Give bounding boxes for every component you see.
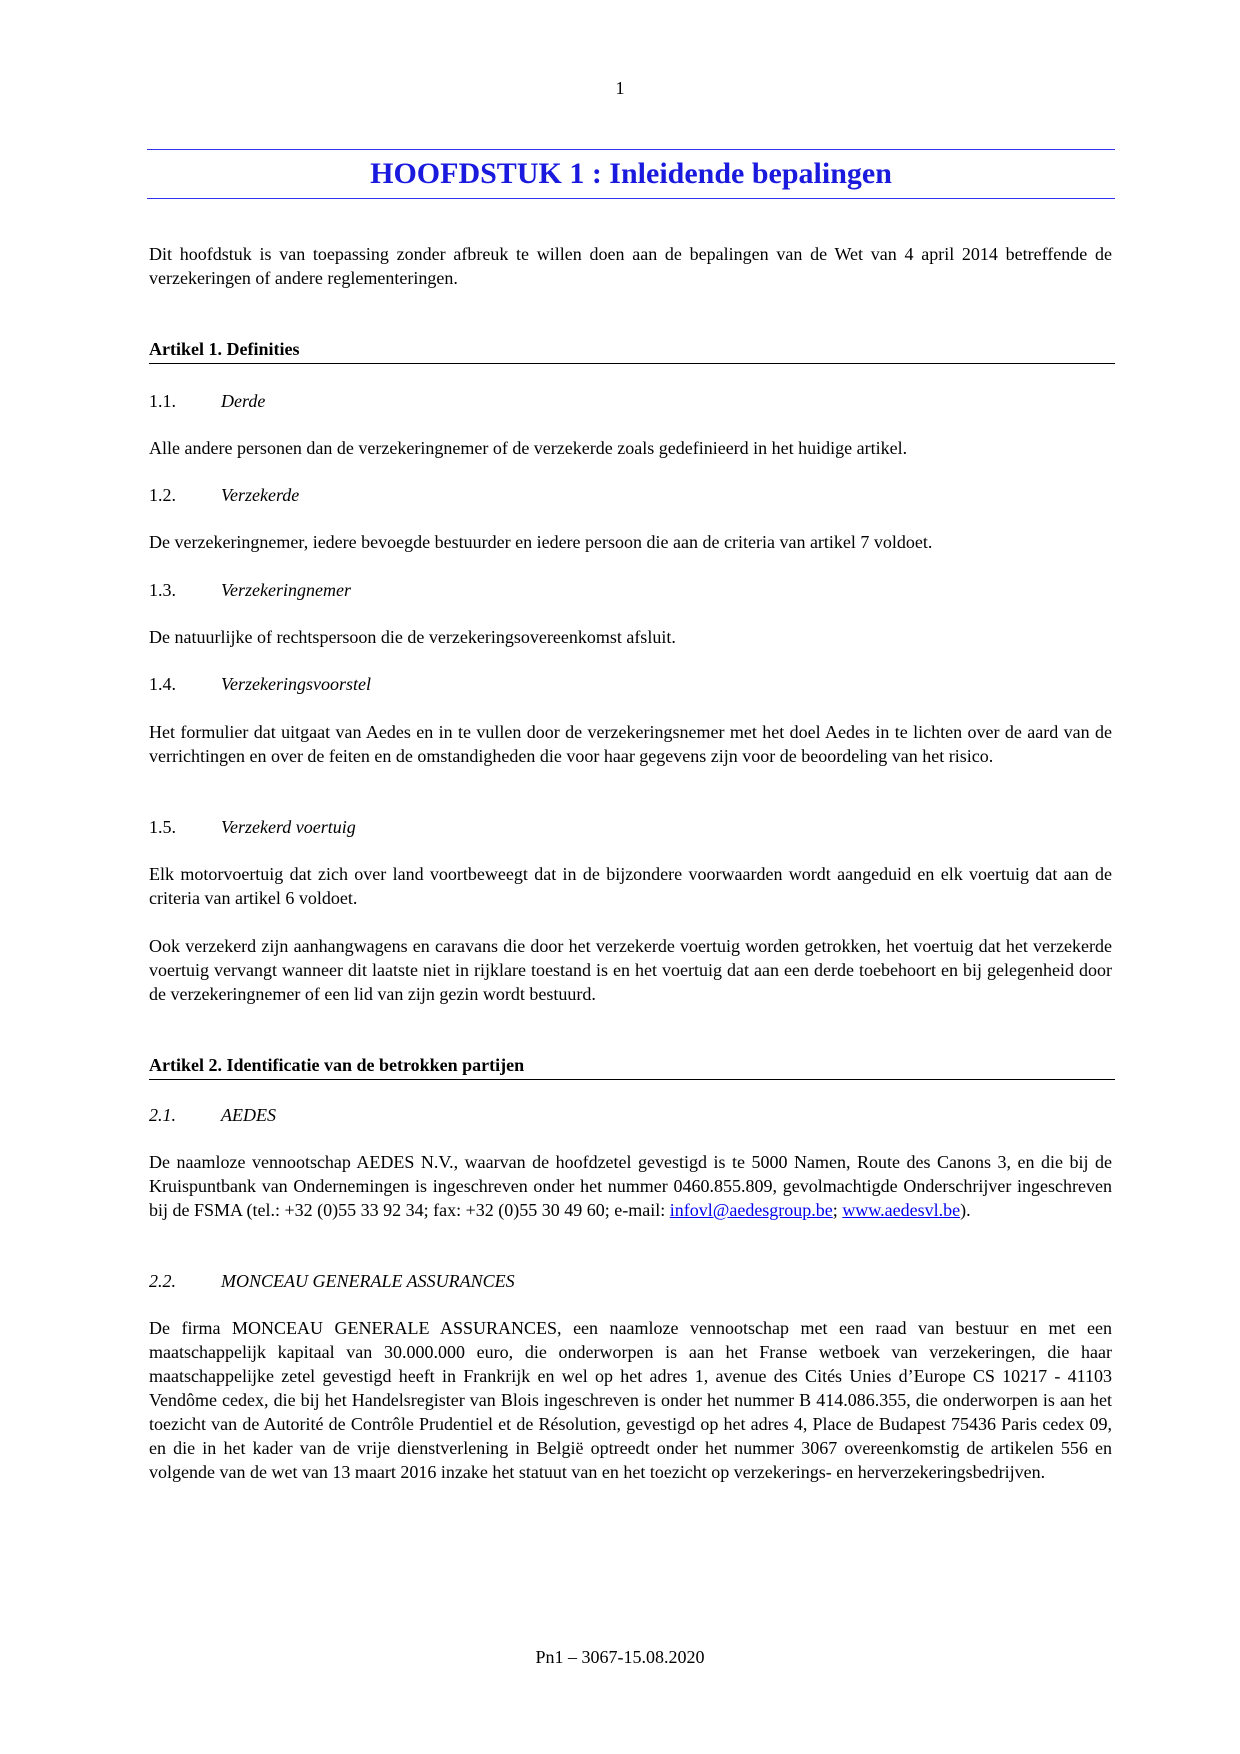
definition-text: De natuurlijke of rechtspersoon die de verzekeringsovereenkomst afsluit. xyxy=(149,627,676,647)
website-link[interactable]: www.aedesvl.be xyxy=(842,1200,961,1220)
description-tail: ). xyxy=(960,1200,971,1220)
party-description: De firma MONCEAU GENERALE ASSURANCES, een naamloze vennootschap met een raad van bestuur en met een maatschappelijk kapitaal van 30.000.000 euro, die onderworpen is aan het Franse wetboek van verzekeringen, die haar maatschappelijke zetel gevestigd heeft in Frankrijk en wel op het adres 1, avenue des Cités Unies d’Europe CS 10217 - 41103 Vendôme cedex, die bij het Handelsregister van Blois ingeschreven is onder het nummer B 414.086.355, die onderworpen is aan het toezicht van de Autorité de Contrôle Prudentiel et de Résolution, gevestigd op het adres 4, Place de Budapest 75436 Paris cedex 09, en die in het kader van de vrije dienstverlening in België optreedt onder het nummer 3067 overeenkomstig de artikelen 556 en volgende van de wet van 13 maart 2016 inzake het statuut van en het toezicht op verzekerings- en herverzekeringsbedrijven. xyxy=(149,1318,1112,1482)
title-bottom-rule xyxy=(147,198,1115,199)
definition-number: 1.2. xyxy=(149,485,176,505)
email-link[interactable]: infovl@aedesgroup.be xyxy=(669,1200,833,1220)
title-top-rule xyxy=(147,149,1115,150)
definition-term: Verzekerde xyxy=(221,485,300,505)
party-number: 2.2. xyxy=(149,1271,176,1291)
definition-term: Verzekeringsvoorstel xyxy=(221,674,371,694)
definition-text: Het formulier dat uitgaat van Aedes en in te vullen door de verzekeringsnemer met het doel Aedes in te lichten over de aard van de verrichtingen en over de feiten en de omstandigheden die voor haar gegevens zijn voor de beoordeling van het risico. xyxy=(149,722,1112,766)
definition-term: Verzekerd voertuig xyxy=(221,817,356,837)
definition-number: 1.3. xyxy=(149,580,176,600)
party-description-text: De naamloze vennootschap AEDES N.V., waarvan de hoofdzetel gevestigd is te 5000 Namen, Route des Canons 3, en die bij de Kruispuntbank van Ondernemingen is ingeschreven onder het nummer 0460.855.809, gevolmachtigde Onderschrijver ingeschreven bij de FSMA (tel.: +32 (0)55 33 92 34; fax: +32 (0)55 30 49 60; e-mail: xyxy=(149,1152,1112,1220)
definition-number: 1.1. xyxy=(149,391,176,411)
article-1-heading: Artikel 1. Definities xyxy=(149,337,1115,364)
page-number: 1 xyxy=(615,78,625,98)
definition-term: Derde xyxy=(221,391,266,411)
party-name: MONCEAU GENERALE ASSURANCES xyxy=(221,1271,515,1291)
party-name: AEDES xyxy=(221,1105,276,1125)
definition-term: Verzekeringnemer xyxy=(221,580,351,600)
party-number: 2.1. xyxy=(149,1105,176,1125)
definition-text: Alle andere personen dan de verzekeringnemer of de verzekerde zoals gedefinieerd in het huidige artikel. xyxy=(149,438,908,458)
party-description xyxy=(149,1150,1112,1222)
definition-text-continued: Ook verzekerd zijn aanhangwagens en caravans die door het verzekerde voertuig worden getrokken, het voertuig dat het verzekerde voertuig vervangt wanneer dit laatste niet in rijklare toestand is en het voertuig dat aan een derde toebehoort en bij gelegenheid door de verzekeringnemer of een lid van zijn gezin wordt bestuurd. xyxy=(149,936,1112,1004)
chapter-title: HOOFDSTUK 1 : Inleidende bepalingen xyxy=(370,157,892,190)
link-separator: ; xyxy=(832,1200,843,1220)
definition-number: 1.5. xyxy=(149,817,176,837)
article-2-heading: Artikel 2. Identificatie van de betrokken partijen xyxy=(149,1053,1115,1080)
definition-number: 1.4. xyxy=(149,674,176,694)
page-footer: Pn1 – 3067-15.08.2020 xyxy=(535,1647,705,1667)
definition-text: Elk motorvoertuig dat zich over land voortbeweegt dat in de bijzondere voorwaarden wordt aangeduid en elk voertuig dat aan de criteria van artikel 6 voldoet. xyxy=(149,864,1112,908)
definition-text: De verzekeringnemer, iedere bevoegde bestuurder en iedere persoon die aan de criteria van artikel 7 voldoet. xyxy=(149,532,933,552)
intro-paragraph: Dit hoofdstuk is van toepassing zonder afbreuk te willen doen aan de bepalingen van de Wet van 4 april 2014 betreffende de verzekeringen of andere reglementeringen. xyxy=(149,244,1112,288)
